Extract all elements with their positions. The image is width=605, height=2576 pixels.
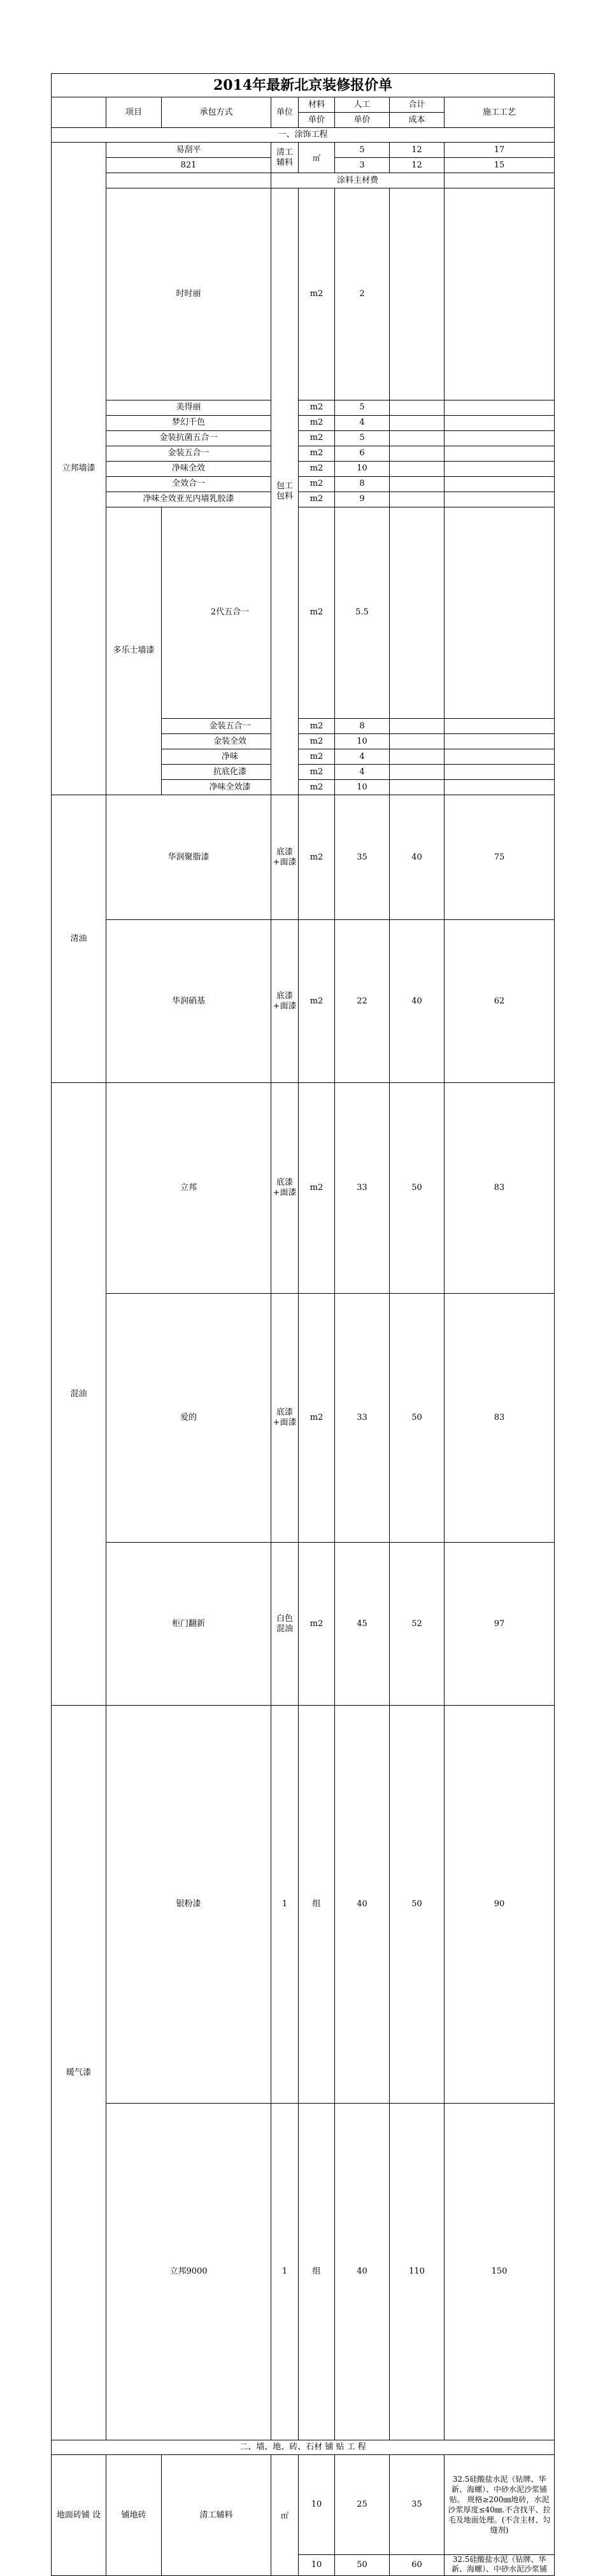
putty-mat: 5 [335, 143, 390, 158]
item-total: 90 [445, 1706, 555, 2104]
item-mat: 10 [299, 2555, 335, 2576]
item-labor: 50 [390, 1294, 445, 1543]
header-material: 材料 [299, 97, 335, 113]
product-price: 4 [335, 415, 390, 430]
item-labor: 40 [390, 920, 445, 1083]
item-unit: m2 [299, 1083, 335, 1294]
product-name: 净味全效亚光内墙乳胶漆 [106, 492, 271, 507]
item-unit: 组 [299, 1706, 335, 2104]
header-unit: 单位 [271, 97, 299, 128]
item-labor: 40 [390, 795, 445, 920]
group-clear-oil: 清油 [52, 795, 106, 1083]
product-name: 金装五合一 [106, 446, 271, 461]
item-method: 底漆+面漆 [271, 795, 299, 920]
item-unit: m2 [299, 920, 335, 1083]
putty-method: 清工辅料 [271, 143, 299, 173]
product-price: 4 [335, 749, 390, 765]
product-price: 8 [335, 476, 390, 492]
item-labor: 25 [335, 2455, 390, 2555]
item-labor: 50 [390, 1706, 445, 2104]
header-material-sub: 单价 [299, 113, 335, 128]
group-libang: 立邦墙漆 [52, 143, 106, 795]
product-name: 净味全效 [106, 461, 271, 476]
putty-name: 821 [106, 158, 271, 173]
item-unit: m2 [299, 795, 335, 920]
product-name: 全效合一 [106, 476, 271, 492]
item-total: 83 [445, 1294, 555, 1543]
section-tile: 二、墙、地、砖、石材 铺 贴 工 程 [52, 2440, 555, 2455]
item-labor: 110 [390, 2104, 445, 2440]
item-mat: 33 [335, 1083, 390, 1294]
package-method: 包工包料 [271, 188, 299, 795]
product-price: 2 [335, 188, 390, 400]
quote-table [51, 73, 555, 2576]
header-labor-sub: 单价 [335, 113, 390, 128]
item-method: 1 [271, 2104, 299, 2440]
product-unit: m2 [299, 476, 335, 492]
item-method: 1 [271, 1706, 299, 2104]
product-unit: m2 [299, 765, 335, 780]
item-total: 62 [445, 920, 555, 1083]
item-name: 柜门翻新 [106, 1543, 271, 1706]
product-name: 美得丽 [106, 400, 271, 415]
product-name: 金装抗菌五合一 [106, 430, 271, 446]
product-unit: m2 [299, 734, 335, 749]
page-title: 2014年最新北京装修报价单 [52, 74, 555, 97]
product-unit: m2 [299, 461, 335, 476]
item-labor: 50 [335, 2555, 390, 2576]
item-total: 83 [445, 1083, 555, 1294]
item-mat: 22 [335, 920, 390, 1083]
item-process: 32.5硅酸盐水泥（钻牌、华新、海螺）、中砂水泥沙浆铺 [445, 2555, 555, 2576]
product-name: 2代五合一 [162, 507, 299, 719]
item-total: 75 [445, 795, 555, 920]
header-blank [52, 97, 106, 128]
putty-name: 易刮平 [106, 143, 271, 158]
product-unit: m2 [299, 492, 335, 507]
item-name: 立邦 [106, 1083, 271, 1294]
item-method: 清工辅料 [162, 2455, 271, 2576]
product-price: 10 [335, 780, 390, 795]
group-floor-tile: 地面砖铺 设 [52, 2455, 106, 2576]
header-labor: 人工 [335, 97, 390, 113]
product-unit: m2 [299, 749, 335, 765]
product-name: 净味全效漆 [162, 780, 299, 795]
header-item: 项目 [106, 97, 162, 128]
product-price: 5.5 [335, 507, 390, 719]
product-unit: m2 [299, 188, 335, 400]
item-total: 150 [445, 2104, 555, 2440]
item-unit: ㎡ [271, 2455, 299, 2576]
blank-cell [106, 173, 271, 188]
product-unit: m2 [299, 719, 335, 734]
item-total: 60 [390, 2555, 445, 2576]
item-unit: 组 [299, 2104, 335, 2440]
main-material-label: 涂料主材费 [271, 173, 445, 188]
item-method: 白色混油 [271, 1543, 299, 1706]
product-price: 9 [335, 492, 390, 507]
product-price: 5 [335, 430, 390, 446]
product-unit: m2 [299, 415, 335, 430]
item-method: 底漆+面漆 [271, 1294, 299, 1543]
product-unit: m2 [299, 446, 335, 461]
item-name: 爱的 [106, 1294, 271, 1543]
product-price: 10 [335, 734, 390, 749]
group-radiator: 暖气漆 [52, 1706, 106, 2440]
putty-total: 17 [445, 143, 555, 158]
product-price: 5 [335, 400, 390, 415]
putty-unit: ㎡ [299, 143, 335, 173]
item-mat: 40 [335, 1706, 390, 2104]
product-price: 10 [335, 461, 390, 476]
item-name: 华润硝基 [106, 920, 271, 1083]
group-mixed-oil: 混油 [52, 1083, 106, 1706]
product-name: 净味 [162, 749, 299, 765]
header-total: 合计 [390, 97, 445, 113]
item-name: 立邦9000 [106, 2104, 271, 2440]
group-dulux: 多乐士墙漆 [106, 507, 162, 795]
header-method: 承包方式 [162, 97, 271, 128]
product-price: 4 [335, 765, 390, 780]
product-name: 时时丽 [106, 188, 271, 400]
putty-labor: 12 [390, 143, 445, 158]
item-total: 35 [390, 2455, 445, 2555]
item-mat: 33 [335, 1294, 390, 1543]
item-name: 银粉漆 [106, 1706, 271, 2104]
item-total: 97 [445, 1543, 555, 1706]
item-process: 32.5硅酸盐水泥（钻牌、华新、海螺）、中砂水泥沙浆铺贴。 规格≥200㎜地砖，水泥沙浆厚度≤40㎜.不含找平、拉毛及地面处理。(不含主材、勾缝剂) [445, 2455, 555, 2555]
item-name: 华润聚脂漆 [106, 795, 271, 920]
item-unit: m2 [299, 1294, 335, 1543]
product-price: 8 [335, 719, 390, 734]
item-mat: 10 [299, 2455, 335, 2555]
item-unit: m2 [299, 1543, 335, 1706]
item-mat: 35 [335, 795, 390, 920]
product-name: 金装全效 [162, 734, 299, 749]
putty-mat: 3 [335, 158, 390, 173]
product-unit: m2 [299, 400, 335, 415]
header-process: 施工工艺 [445, 97, 555, 128]
item-method: 底漆+面漆 [271, 920, 299, 1083]
product-unit: m2 [299, 507, 335, 719]
item-labor: 52 [390, 1543, 445, 1706]
item-name: 铺地砖 [106, 2455, 162, 2576]
item-labor: 50 [390, 1083, 445, 1294]
product-unit: m2 [299, 780, 335, 795]
item-mat: 45 [335, 1543, 390, 1706]
product-unit: m2 [299, 430, 335, 446]
putty-total: 15 [445, 158, 555, 173]
header-total-sub: 成本 [390, 113, 445, 128]
product-price: 6 [335, 446, 390, 461]
item-method: 底漆+面漆 [271, 1083, 299, 1294]
putty-labor: 12 [390, 158, 445, 173]
product-name: 梦幻千色 [106, 415, 271, 430]
product-name: 抗底化漆 [162, 765, 299, 780]
product-name: 金装五合一 [162, 719, 299, 734]
item-mat: 40 [335, 2104, 390, 2440]
section-paint: 一、涂饰工程 [52, 128, 555, 143]
